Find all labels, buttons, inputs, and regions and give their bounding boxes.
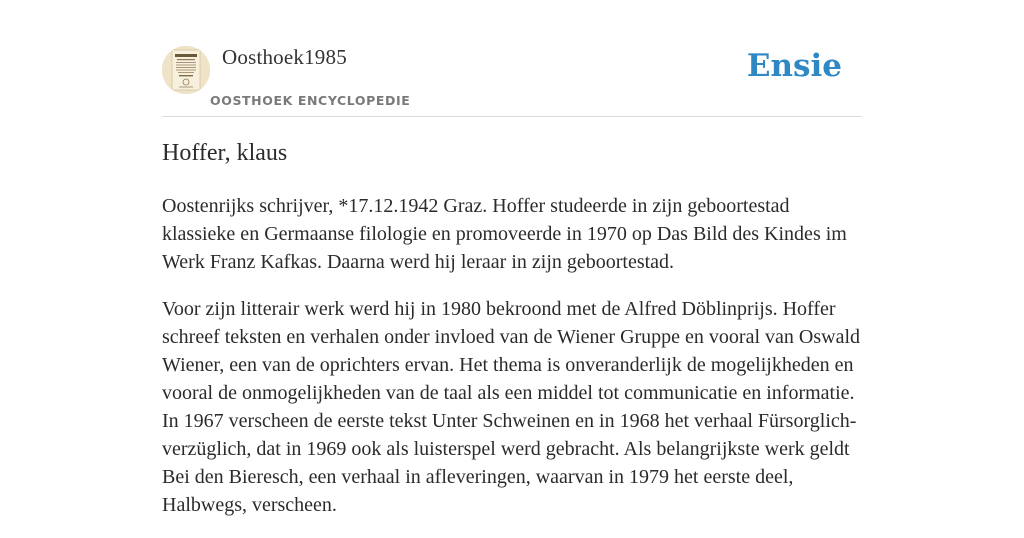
article-body [162,192,862,538]
book-title-page-icon [162,46,210,94]
author-username[interactable]: Oosthoek1985 [222,45,347,69]
ensie-logo-link[interactable]: Ensie [746,48,842,84]
article-paragraph: Voor zijn litterair werk werd hij in 1980 bekroond met de Alfred Döblinprijs. Hoffer schreef teksten en verhalen onder invloed van de Wiener Gruppe en vooral van Oswald Wiener, een van de oprichters ervan. Het thema is onveranderlijk de mogelijkheden en vooral de onmogelijkheden van de taal als een middel tot communicatie en informatie. In 1967 verscheen de eerste tekst Unter Schweinen en in 1968 het verhaal Fürsorglich-verzüglich, dat in 1969 ook als luisterspel werd gebracht. Als belangrijkste werk geldt Bei den Bieresch, een verhaal in afleveringen, waarvan in 1979 het eerste deel, Halbwegs, verscheen. [162,298,861,516]
source-label[interactable]: OOSTHOEK ENCYCLOPEDIE [210,93,411,108]
article-title: Hoffer, klaus [162,140,288,166]
article-header [162,0,862,117]
author-avatar[interactable] [162,46,210,94]
article-paragraph: Oostenrijks schrijver, *17.12.1942 Graz. Hoffer studeerde in zijn geboortestad klassieke en Germaanse filologie en promoveerde in 1970 op Das Bild des Kindes im Werk Franz Kafkas. Daarna werd hij leraar in zijn geboortestad. [162,195,847,273]
page-container [162,0,862,516]
